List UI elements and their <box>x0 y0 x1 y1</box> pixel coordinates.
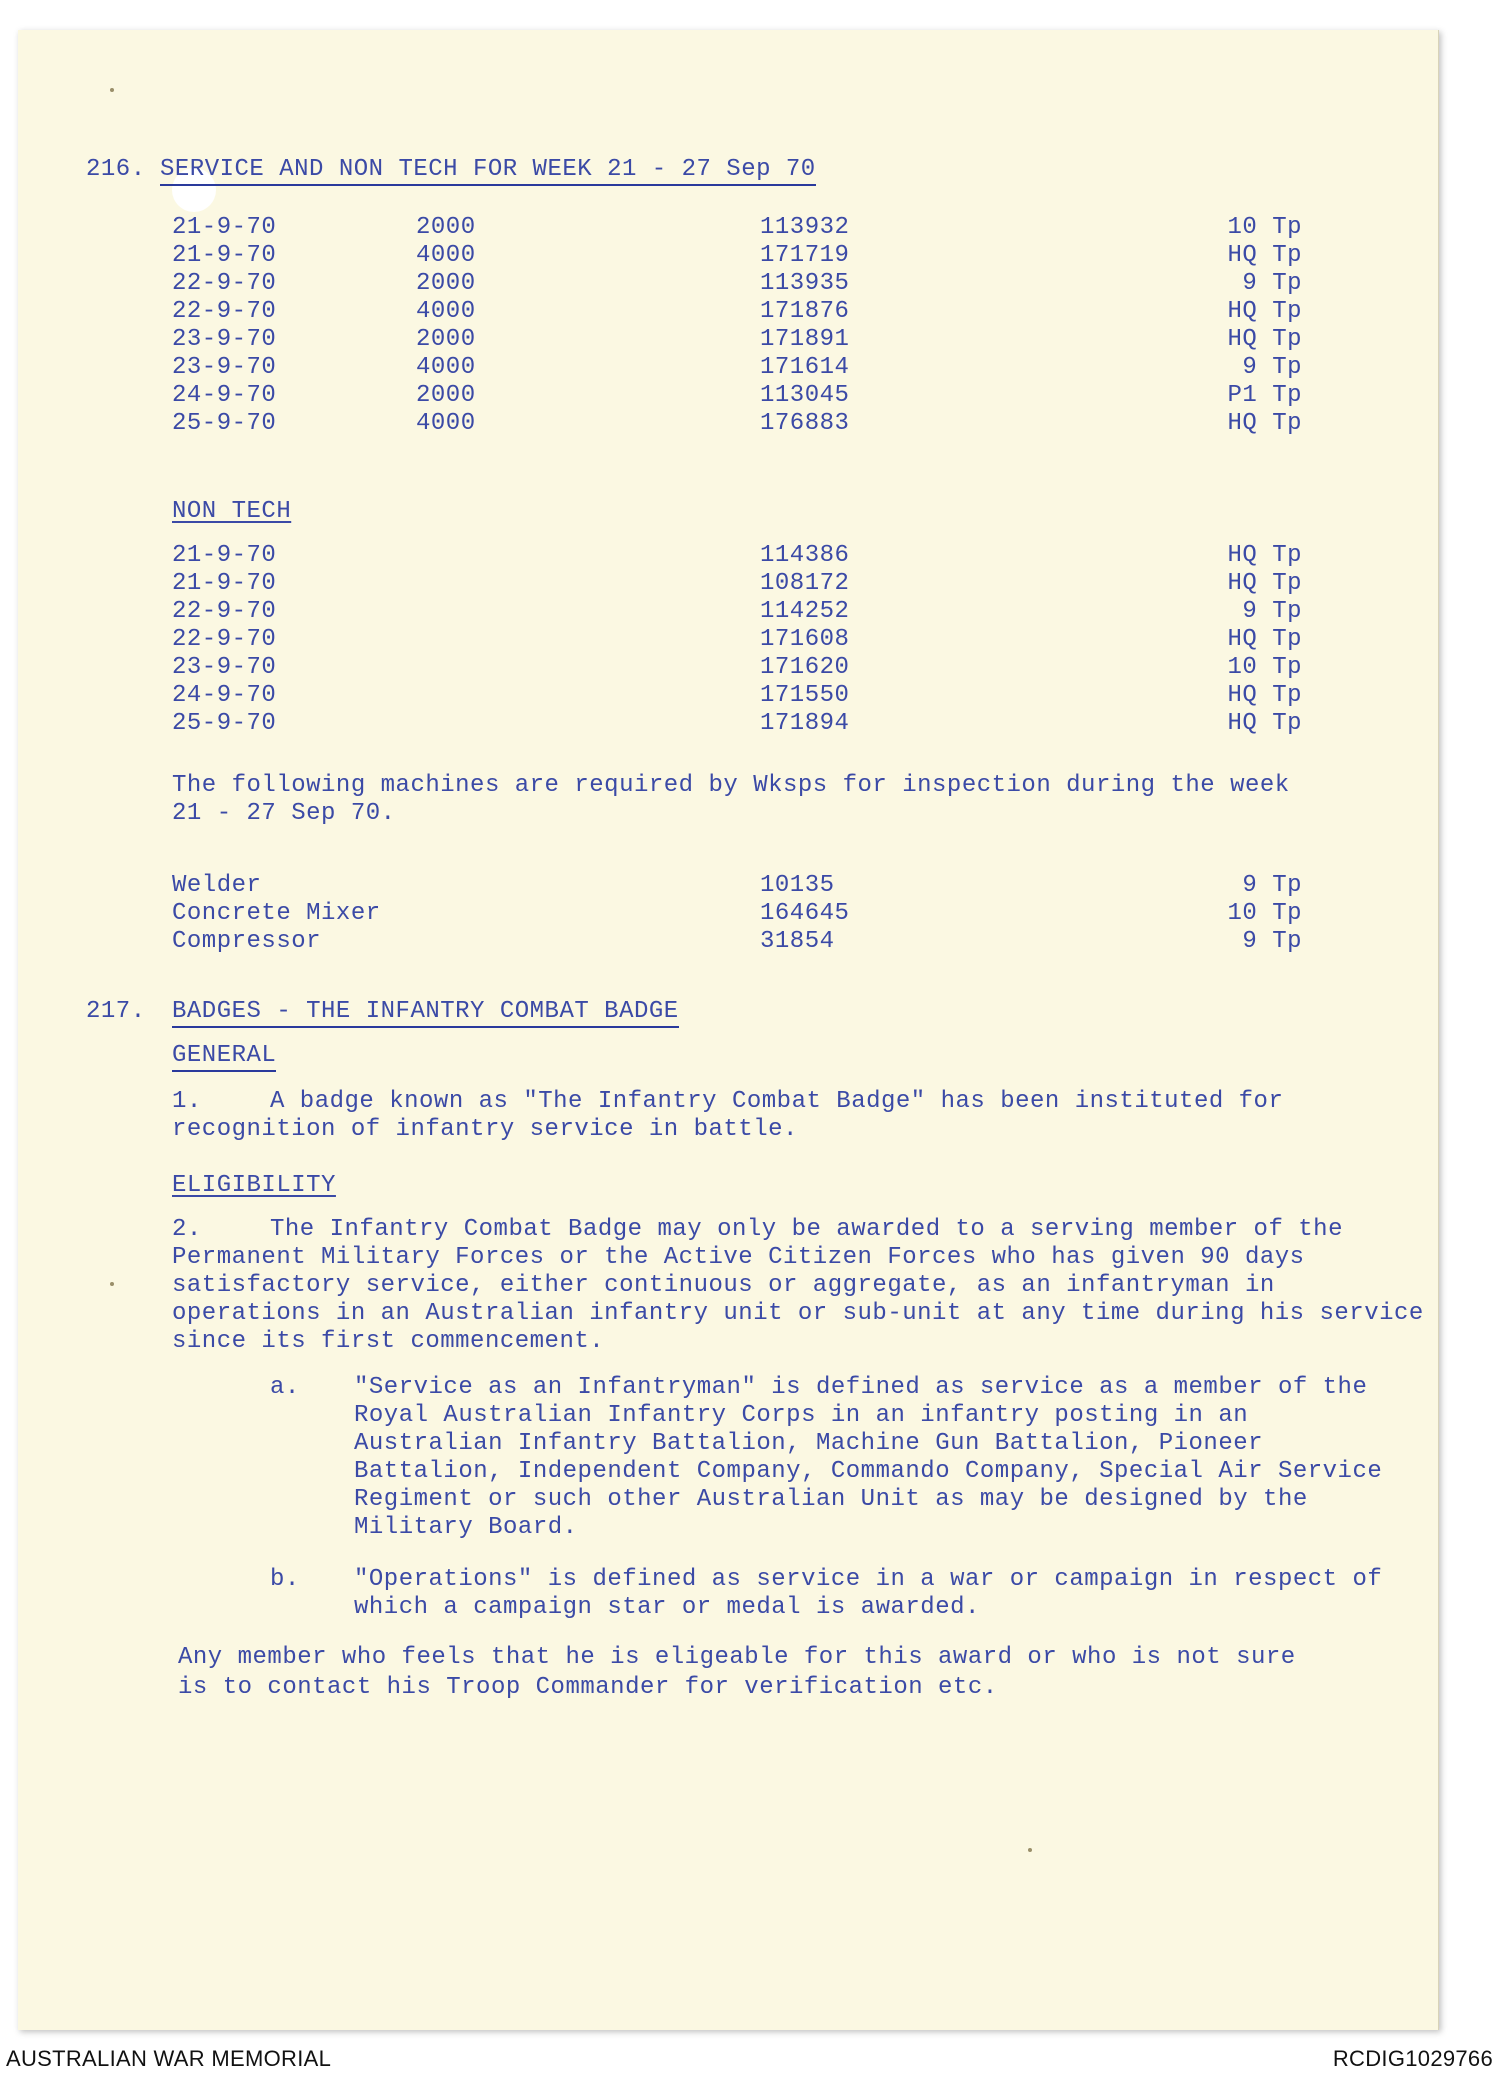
row-unit: 9 Tp <box>1242 598 1302 625</box>
row-hours: 4000 <box>416 410 476 437</box>
closing-line: Any member who feels that he is eligeable for this award or who is not sure <box>178 1644 1296 1671</box>
row-date: 23-9-70 <box>172 654 277 681</box>
machine-unit: 9 Tp <box>1242 928 1302 955</box>
row-unit: HQ Tp <box>1227 570 1302 597</box>
row-unit: HQ Tp <box>1227 682 1302 709</box>
row-reg: 171608 <box>760 626 850 653</box>
row-unit: 9 Tp <box>1242 354 1302 381</box>
section-number: 216. <box>86 156 146 183</box>
row-unit: HQ Tp <box>1227 242 1302 269</box>
row-reg: 171719 <box>760 242 850 269</box>
row-unit: HQ Tp <box>1227 326 1302 353</box>
paper-speck <box>110 88 114 92</box>
row-reg: 171891 <box>760 326 850 353</box>
non-tech-heading: NON TECH <box>172 498 292 525</box>
machine-unit: 9 Tp <box>1242 872 1302 899</box>
paper-speck <box>110 1282 114 1286</box>
machines-intro-line2: 21 - 27 Sep 70. <box>172 800 396 827</box>
row-reg: 171620 <box>760 654 850 681</box>
para2-line: The Infantry Combat Badge may only be awarded to a serving member of the <box>270 1216 1343 1243</box>
row-date: 21-9-70 <box>172 242 277 269</box>
closing-line: is to contact his Troop Commander for verification etc. <box>178 1674 998 1701</box>
row-reg: 113045 <box>760 382 850 409</box>
row-hours: 2000 <box>416 214 476 241</box>
row-unit: 10 Tp <box>1227 654 1302 681</box>
row-date: 21-9-70 <box>172 542 277 569</box>
sub-a-line: "Service as an Infantryman" is defined as service as a member of the <box>354 1374 1368 1401</box>
row-hours: 4000 <box>416 298 476 325</box>
sub-a-line: Royal Australian Infantry Corps in an infantry posting in an <box>354 1402 1249 1429</box>
sub-a-line: Military Board. <box>354 1514 578 1541</box>
sub-a-line: Battalion, Independent Company, Commando Company, Special Air Service <box>354 1458 1383 1485</box>
sub-a-line: Australian Infantry Battalion, Machine Gun Battalion, Pioneer <box>354 1430 1264 1457</box>
row-unit: 10 Tp <box>1227 214 1302 241</box>
sub-b-label: b. <box>270 1566 300 1593</box>
row-reg: 114386 <box>760 542 850 569</box>
row-reg: 171894 <box>760 710 850 737</box>
sub-a-line: Regiment or such other Australian Unit as may be designed by the <box>354 1486 1308 1513</box>
machines-intro-line1: The following machines are required by Wksps for inspection during the week <box>172 772 1290 799</box>
section-title: BADGES - THE INFANTRY COMBAT BADGE <box>172 998 679 1028</box>
row-date: 25-9-70 <box>172 410 277 437</box>
machine-reg: 164645 <box>760 900 850 927</box>
eligibility-heading: ELIGIBILITY <box>172 1172 336 1199</box>
para2-line: operations in an Australian infantry unit or sub-unit at any time during his service <box>172 1300 1424 1327</box>
machine-name: Compressor <box>172 928 322 955</box>
row-unit: HQ Tp <box>1227 298 1302 325</box>
row-reg: 108172 <box>760 570 850 597</box>
row-unit: P1 Tp <box>1227 382 1302 409</box>
row-date: 21-9-70 <box>172 570 277 597</box>
machine-reg: 10135 <box>760 872 835 899</box>
row-reg: 171614 <box>760 354 850 381</box>
row-reg: 113932 <box>760 214 850 241</box>
sub-a-label: a. <box>270 1374 300 1401</box>
machine-name: Welder <box>172 872 262 899</box>
row-date: 25-9-70 <box>172 710 277 737</box>
row-date: 23-9-70 <box>172 326 277 353</box>
row-reg: 171550 <box>760 682 850 709</box>
row-reg: 171876 <box>760 298 850 325</box>
row-date: 22-9-70 <box>172 298 277 325</box>
row-reg: 176883 <box>760 410 850 437</box>
para2-line: satisfactory service, either continuous or aggregate, as an infantryman in <box>172 1272 1275 1299</box>
footer-record-id: RCDIG1029766 <box>1332 2046 1493 2071</box>
row-reg: 114252 <box>760 598 850 625</box>
para1-line1: A badge known as "The Infantry Combat Badge" has been instituted for <box>270 1088 1284 1115</box>
general-heading: GENERAL <box>172 1042 276 1072</box>
row-unit: HQ Tp <box>1227 626 1302 653</box>
row-hours: 4000 <box>416 242 476 269</box>
para2-line: Permanent Military Forces or the Active Citizen Forces who has given 90 days <box>172 1244 1305 1271</box>
section-number: 217. <box>86 998 146 1025</box>
row-unit: HQ Tp <box>1227 542 1302 569</box>
row-reg: 113935 <box>760 270 850 297</box>
para2-line: since its first commencement. <box>172 1328 605 1355</box>
row-unit: HQ Tp <box>1227 710 1302 737</box>
machine-name: Concrete Mixer <box>172 900 381 927</box>
row-date: 24-9-70 <box>172 682 277 709</box>
row-date: 21-9-70 <box>172 214 277 241</box>
row-hours: 2000 <box>416 382 476 409</box>
para1-number: 1. <box>172 1088 202 1115</box>
row-hours: 4000 <box>416 354 476 381</box>
row-hours: 2000 <box>416 326 476 353</box>
machine-unit: 10 Tp <box>1227 900 1302 927</box>
para2-number: 2. <box>172 1216 202 1243</box>
row-unit: 9 Tp <box>1242 270 1302 297</box>
para1-line2: recognition of infantry service in battle. <box>172 1116 798 1143</box>
section-title: SERVICE AND NON TECH FOR WEEK 21 - 27 Sep 70 <box>160 156 816 186</box>
sub-b-line: which a campaign star or medal is awarded. <box>354 1594 980 1621</box>
row-unit: HQ Tp <box>1227 410 1302 437</box>
footer-archive-name: AUSTRALIAN WAR MEMORIAL <box>6 2046 332 2071</box>
sub-b-line: "Operations" is defined as service in a war or campaign in respect of <box>354 1566 1383 1593</box>
row-date: 24-9-70 <box>172 382 277 409</box>
row-hours: 2000 <box>416 270 476 297</box>
row-date: 22-9-70 <box>172 598 277 625</box>
row-date: 22-9-70 <box>172 270 277 297</box>
row-date: 23-9-70 <box>172 354 277 381</box>
paper-speck <box>1028 1848 1032 1852</box>
row-date: 22-9-70 <box>172 626 277 653</box>
machine-reg: 31854 <box>760 928 835 955</box>
